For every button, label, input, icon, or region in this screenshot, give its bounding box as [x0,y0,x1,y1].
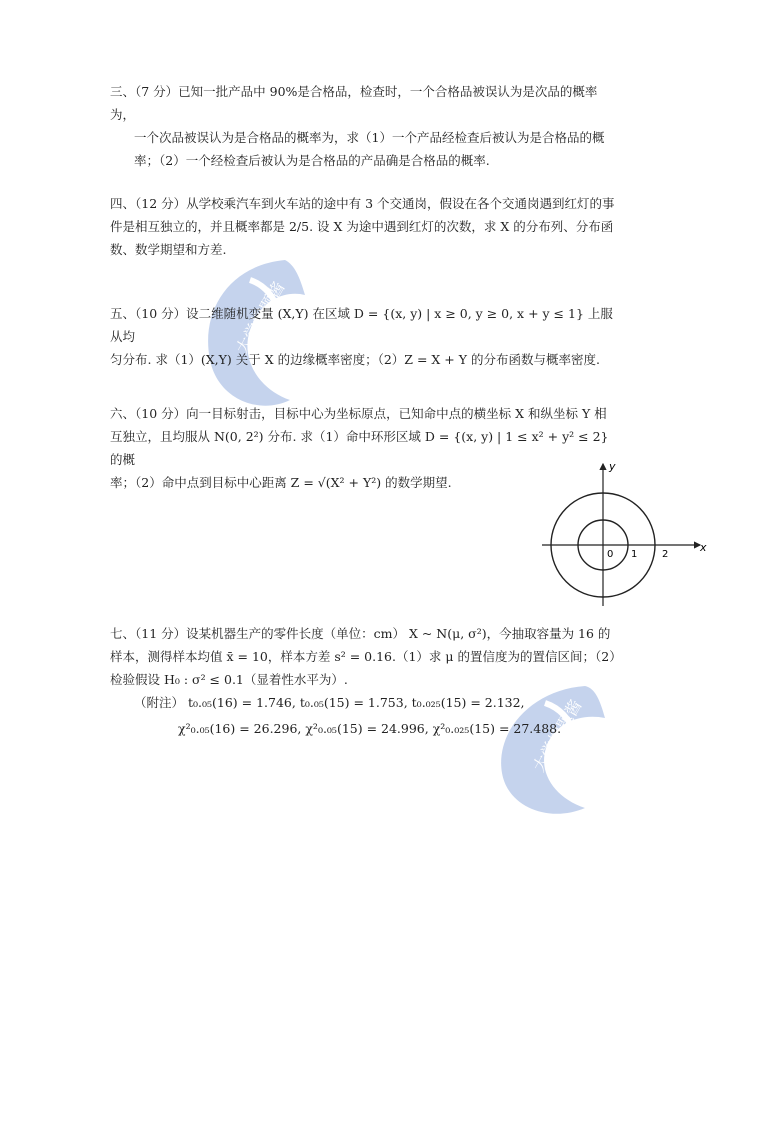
tick-0: 0 [607,549,614,560]
question-6-line-3: 率；（2）命中点到目标中心距离 Z = √(X² + Y²) 的数学期望. [110,475,452,490]
appendix-chi-values: χ²₀.₀₅(16) = 26.296, χ²₀.₀₅(15) = 24.996, χ²₀.₀₂₅(15) = 27.488. [178,721,562,736]
question-5-line-1: 五、（10 分）设二维随机变量 (X,Y) 在区域 D = {(x, y) | x ≥ 0, y ≥ 0, x + y ≤ 1} 上服从均 [110,306,613,344]
appendix [134,690,614,742]
question-3-line-3: 率；（2）一个经检查后被认为是合格品的产品确是合格品的概率. [134,153,490,168]
tick-2: 2 [662,549,669,560]
y-axis-label: y [609,460,616,473]
x-axis-label: x [700,541,707,554]
question-3-line-1: 三、（7 分）已知一批产品中 90%是合格品，检查时，一个合格品被误认为是次品的概率为， [110,84,598,122]
question-4-line-3: 数、数学期望和方差. [110,242,227,257]
question-5 [110,302,622,371]
question-4-line-2: 件是相互独立的，并且概率都是 2/5. 设 X 为途中遇到红灯的次数，求 X 的分布列、分布函 [110,219,614,234]
appendix-t-values: （附注） t₀.₀₅(16) = 1.746, t₀.₀₅(15) = 1.753, t₀.₀₂₅(15) = 2.132, [134,695,525,710]
question-6-line-1: 六、（10 分）向一目标射击，目标中心为坐标原点，已知命中点的横坐标 X 和纵坐标 Y 相 [110,406,607,421]
question-3 [110,80,622,172]
question-3-line-2: 一个次品被误认为是合格品的概率为，求（1）一个产品经检查后被认为是合格品的概 [134,130,605,145]
question-4 [110,192,622,261]
question-7 [110,622,622,691]
question-6-line-2: 互独立，且均服从 N(0, 2²) 分布. 求（1）命中环形区域 D = {(x, y) | 1 ≤ x² + y² ≤ 2} 的概 [110,429,609,467]
question-5-line-2: 匀分布. 求（1）(X,Y) 关于 X 的边缘概率密度；（2）Z = X + Y 的分布函数与概率密度. [110,352,600,367]
tick-1: 1 [631,549,638,560]
watermark-text: 大学搜题酱 [232,278,289,357]
question-7-line-1: 七、（11 分）设某机器生产的零件长度（单位：cm） X ~ N(μ, σ²)，今抽取容量为 16 的 [110,626,611,641]
watermark-text: 大学搜题酱 [529,696,586,775]
question-4-line-1: 四、（12 分）从学校乘汽车到火车站的途中有 3 个交通岗，假设在各个交通岗遇到红灯的事 [110,196,615,211]
question-7-line-3: 检验假设 H₀ : σ² ≤ 0.1（显着性水平为）. [110,672,348,687]
annulus-figure [540,460,710,610]
question-7-line-2: 样本，测得样本均值 x̄ = 10，样本方差 s² = 0.16.（1）求 μ 的置信度为的置信区间；（2） [110,649,622,664]
